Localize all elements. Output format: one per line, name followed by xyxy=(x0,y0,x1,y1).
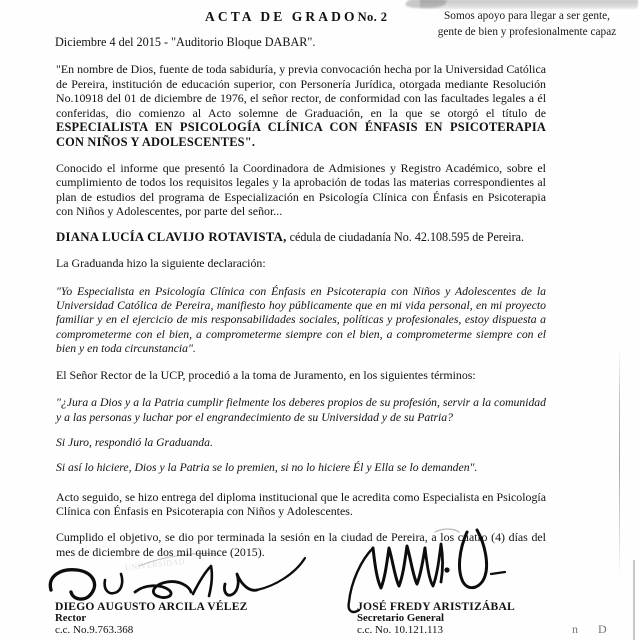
stray-ink-mark-1: n xyxy=(572,622,578,636)
document-title xyxy=(205,9,387,25)
oath-answer: Si Juro, respondió la Graduanda. xyxy=(56,435,213,449)
signatory-name: JOSÉ FREDY ARISTIZÁBAL xyxy=(357,600,515,613)
oath-question: "¿Jura a Dios y a la Patria cumplir fielmente los deberes propios de su profesión, servir a la comunidad y a las personas y luchar por el engrandecimiento de su Universidad y de su Patria? xyxy=(56,396,546,424)
stray-ink-mark-2: D xyxy=(598,622,607,636)
degree-title: ESPECIALISTA EN PSICOLOGÍA CLÍNICA CON ÉNFASIS EN PSICOTERAPIA CON NIÑOS Y ADOLESCENTES". xyxy=(56,120,546,149)
signatory-id: c.c. No.9.763.368 xyxy=(55,624,134,636)
ceremony-date-location: Diciembre 4 del 2015 - "Auditorio Bloque DABAR". xyxy=(55,35,316,49)
graduate-record xyxy=(56,230,546,245)
tagline-line-1: Somos apoyo para llegar a ser gente, xyxy=(444,10,610,22)
signature-area xyxy=(0,556,640,640)
oath-closing: Si así lo hiciere, Dios y la Patria se lo premien, si no lo hiciere Él y Ella se lo demanden". xyxy=(56,461,478,475)
institution-tagline xyxy=(418,9,636,40)
ghost-watermark-text: UNIVERSIDAD xyxy=(124,556,186,573)
tagline-line-2: gente de bien y profesionalmente capaz xyxy=(437,25,617,38)
institution-logo-cropped xyxy=(420,0,638,9)
graduate-id: cédula de ciudadanía No. 42.108.595 de Pereira. xyxy=(286,229,524,244)
signatory-name: DIEGO AUGUSTO ARCILA VÉLEZ xyxy=(55,600,248,613)
oath-intro: El Señor Rector de la UCP, procedió a la toma de Juramento, en los siguientes términos: xyxy=(56,367,476,382)
graduate-name: DIANA LUCÍA CLAVIJO ROTAVISTA, xyxy=(56,229,287,244)
paragraph-opening xyxy=(56,62,546,150)
signatory-role: Rector xyxy=(55,612,87,624)
paragraph-diploma-delivery: Acto seguido, se hizo entrega del diploma institucional que le acredita como Especialista en Psicología Clínica con Énfasis en Psicoterapia con Niños y Adolescentes. xyxy=(56,489,546,519)
declaration-intro: La Graduanda hizo la siguiente declaración: xyxy=(56,255,266,270)
paragraph-academic-report: Conocido el informe que presentó la Coordinadora de Admisiones y Registro Académico, sobre el cumplimiento de todos los requisitos legales y la aprobación de todas las materias correspondientes al plan de estudios del programa de Especialización en Psicología Clínica con Énfasis en Psicoterapia con Niños y Adolescentes, por parte del señor... xyxy=(56,160,546,219)
scan-artifact-vertical-line xyxy=(619,350,620,580)
document-number: No. 2 xyxy=(357,10,388,24)
signatory-role: Secretario General xyxy=(357,612,445,624)
signatory-id: c.c. No. 10.121.113 xyxy=(357,624,444,636)
declaration-quote: "Yo Especialista en Psicología Clínica con Énfasis en Psicoterapia con Niños y Adolescentes de la Universidad Católica de Pereira, manifiesto hoy públicamente que en mi vida personal, en mi proyecto familiar y en el ejercicio de mis responsabilidades sociales, políticas y profesionales, estoy dispuesta a comprometerme con el bien, a comprometerme siempre con el bien, a comprometerme siempre con el bien y en toda circunstancia". xyxy=(56,284,546,356)
paragraph-closing: Cumplido el objetivo, se dio por terminada la sesión en la ciudad de Pereira, a los cuatro (4) días del mes de diciembre de dos mil quince (2015). xyxy=(56,529,546,559)
document-title-text: ACTA DE GRADO xyxy=(205,9,358,24)
document-body xyxy=(56,62,546,559)
opening-text: "En nombre de Dios, fuente de toda sabiduría, y previa convocación hecha por la Universidad Católica de Pereira, institución de educación superior, con Personería Jurídica, otorgada mediante Resolución No.10918 del 01 de diciembre de 1976, el señor rector, de conformidad con las facultades legales a él conferidas, dio comienzo al Acto solemne de Graduación, en la que se otorgó el título de xyxy=(56,62,546,120)
